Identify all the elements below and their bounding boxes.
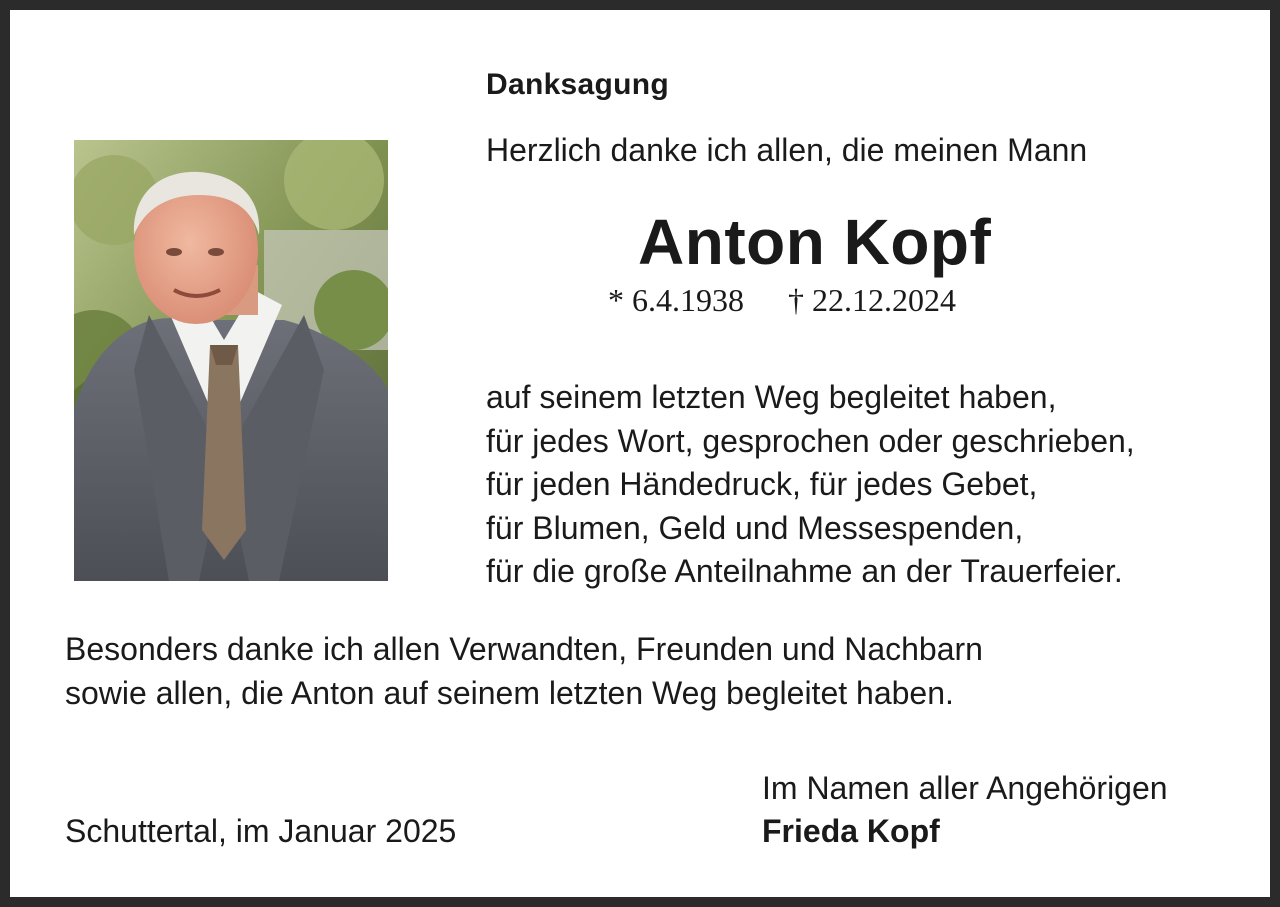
place-date: Schuttertal, im Januar 2025 <box>65 813 457 849</box>
signature-label: Im Namen aller Angehörigen <box>762 770 1168 806</box>
signature-name: Frieda Kopf <box>762 813 940 849</box>
notice-heading: Danksagung <box>486 68 670 101</box>
special-thanks-line: Besonders danke ich allen Verwandten, Freunden und Nachbarn <box>65 631 983 667</box>
portrait-photo <box>74 140 388 581</box>
deceased-name: Anton Kopf <box>638 206 992 278</box>
life-dates <box>608 282 956 319</box>
birth-date: * 6.4.1938 <box>608 282 744 318</box>
thanks-list <box>486 376 1135 594</box>
thanks-line: für Blumen, Geld und Messespenden, <box>486 509 1024 546</box>
obituary-card <box>10 10 1270 897</box>
death-date: † 22.12.2024 <box>788 282 956 318</box>
thanks-line: auf seinem letzten Weg begleitet haben, <box>486 379 1057 415</box>
portrait-illustration <box>74 140 388 581</box>
thanks-line: für die große Anteilnahme an der Trauerfeier. <box>486 553 1123 589</box>
thanks-line: für jedes Wort, gesprochen oder geschrieben, <box>486 422 1135 459</box>
intro-line: Herzlich danke ich allen, die meinen Mann <box>486 132 1088 168</box>
special-thanks-line: sowie allen, die Anton auf seinem letzten Weg begleitet haben. <box>65 674 954 711</box>
special-thanks <box>65 628 983 715</box>
thanks-line: für jeden Händedruck, für jedes Gebet, <box>486 466 1038 502</box>
